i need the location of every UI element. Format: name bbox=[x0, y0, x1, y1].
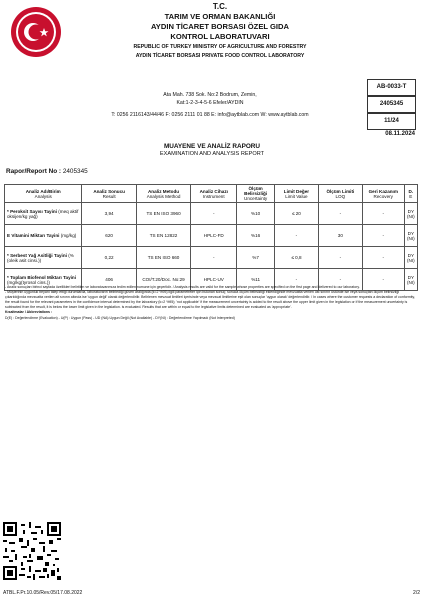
doc-code-box bbox=[367, 79, 416, 96]
col-header-limit: Limit Değer Limit Value bbox=[274, 185, 318, 203]
col-header-analysis: Analiz Adı/Birim Analysis bbox=[5, 185, 82, 203]
limit-value: - bbox=[274, 225, 318, 247]
address-block bbox=[60, 91, 360, 119]
header-lab-name-1: AYDIN TİCARET BORSASI ÖZEL GIDA bbox=[151, 22, 289, 31]
doc-date: 08.11.2024 bbox=[385, 131, 415, 137]
instrument-value: HPLC-FD bbox=[191, 225, 237, 247]
evaluation-value: DY (NI) bbox=[404, 225, 417, 247]
address-line-2: Kat:1-2-3-4-5-6 Efeler/AYDIN bbox=[176, 100, 244, 106]
analysis-name: * Toplam Biofenol Miktarı Tayini (mg/kg(tyrosol cins.)) bbox=[5, 269, 82, 291]
instrument-value: - bbox=[191, 203, 237, 225]
col-header-method: Analiz Metodu Analysis Method bbox=[136, 185, 190, 203]
report-title-en: EXAMINATION AND ANALYSIS REPORT bbox=[159, 151, 265, 157]
header-lab-name-en: AYDIN TİCARET BORSASI PRIVATE FOOD CONTROL LABORATORY bbox=[135, 53, 305, 59]
uncertainty-value: %16 bbox=[237, 225, 275, 247]
limit-value: ≤ 20 bbox=[274, 203, 318, 225]
instrument-value: - bbox=[191, 247, 237, 269]
evaluation-value: DY (NI) bbox=[404, 269, 417, 291]
evaluation-value: DY (NI) bbox=[404, 247, 417, 269]
report-number bbox=[6, 168, 88, 175]
col-header-loq: Ölçüm Limiti LOQ bbox=[318, 185, 362, 203]
analysis-name: * Serbest Yağ Asitliği Tayini (% (oleik asit cinsi.)) bbox=[5, 247, 82, 269]
loq-value: - bbox=[318, 247, 362, 269]
recovery-value: - bbox=[362, 269, 404, 291]
analysis-name: E Vitamini Miktarı Tayini (mg/kg) bbox=[5, 225, 82, 247]
result-value: 406 bbox=[82, 269, 136, 291]
limit-value: ≤ 0,8 bbox=[274, 247, 318, 269]
doc-rev: 11/24 bbox=[384, 118, 399, 124]
method-value: TS EN ISO 3960 bbox=[136, 203, 190, 225]
result-value: 0,22 bbox=[82, 247, 136, 269]
form-code: ATBL.F.Pr.10.05/Rev.05/17.08.2022 bbox=[3, 590, 83, 596]
header-ministry: TARIM VE ORMAN BAKANLIĞI bbox=[164, 12, 276, 21]
ministry-logo bbox=[10, 6, 62, 58]
page-number: 2/2 bbox=[413, 590, 420, 596]
recovery-value: - bbox=[362, 203, 404, 225]
instrument-value: HPLC-UV bbox=[191, 269, 237, 291]
col-header-evaluation: D. E bbox=[404, 185, 417, 203]
report-title-tr: MUAYENE VE ANALİZ RAPORU bbox=[163, 143, 261, 150]
abbreviations-title: Kısaltmalar / Abbreviations : bbox=[5, 310, 53, 315]
address-line-1: Ata Mah. 738 Sok. No:2 Bodrum, Zemin, bbox=[163, 92, 257, 98]
loq-value: 30 bbox=[318, 225, 362, 247]
table-row bbox=[5, 225, 418, 247]
notes-section bbox=[5, 285, 415, 321]
doc-code: AB-0033-T bbox=[376, 84, 407, 90]
limit-value: - bbox=[274, 269, 318, 291]
table-row bbox=[5, 247, 418, 269]
loq-value: - bbox=[318, 203, 362, 225]
note-1: - Analiz sonuçları birinci sayfada özellikleri belirtilen ve laboratuvarımıza tedim edilen numune için geçerlidir. / Analysis results are valid for the sample whose properties are specified on the first page and delivered to our laboratory. bbox=[5, 285, 360, 289]
method-value: TS EN 12822 bbox=[136, 225, 190, 247]
result-value: 3,94 bbox=[82, 203, 136, 225]
analysis-name: * Peroksit Sayısı Tayini (meq aktif oksijen/kg yağ) bbox=[5, 203, 82, 225]
method-value: TS EN ISO 660 bbox=[136, 247, 190, 269]
recovery-value: - bbox=[362, 225, 404, 247]
report-number-label: Rapor/Report No : bbox=[6, 168, 62, 175]
contact-info: T: 0256 2116143/44/46 F: 0256 2111 01 88 E: info@aytblab.com W: www.aytblab.com bbox=[111, 112, 309, 118]
report-number-value: 2405345 bbox=[62, 168, 88, 175]
note-2: - Müşterinin uygunluk beyanı talep ettiği durumlarda, laboratuvarın belirlediği güven aralığında (k=2 %95) ilgili parametreler için bulunan sonuç; sonuca ölçüm belirsizliği eklendiğinde mevzuatta verilen üst sınırın üstünde ise veya sonuçtan ölçüm belirsizliği çıkarıldığında mevzuatta verilen alt sınırın altında ise 'uygun değil' olarak değerlendirilir. Belirlenen mevzuat limitleri içerisinde veya mevzuat limitlerine eşit olan sonuçlar 'uygun olarak' değerlendirilir. / In cases where the customer requests a declaration of conformity, the result found for the relevant parameters in the confidence interval determined by the laboratory (k=2 %95); 'not applicable' if the measurement uncertainty is added to the result above the upper limit given in the legislation or if the measurement uncertainty is subtracted from the result, it is below the lower limit given in the legislation. is evaluated. Results that are within or equal to the legislative limits determined are evaluated as 'appropriate'. bbox=[5, 290, 415, 310]
evaluation-value: DY (NI) bbox=[404, 203, 417, 225]
header-ministry-en: REPUBLIC OF TURKEY MINISTRY OF AGRICULTURE AND FORESTRY bbox=[133, 44, 307, 50]
qr-code bbox=[3, 522, 61, 580]
col-header-recovery: Geri Kazanım Recovery bbox=[362, 185, 404, 203]
doc-number: 2405345 bbox=[379, 101, 404, 107]
method-value: COI/T.20/Doc. No:29 bbox=[136, 269, 190, 291]
loq-value: - bbox=[318, 269, 362, 291]
table-header-row bbox=[5, 185, 418, 203]
uncertainty-value: %7 bbox=[237, 247, 275, 269]
uncertainty-value: %11 bbox=[237, 269, 275, 291]
col-header-uncertainty: Ölçüm Belirsizliği Uncertainty bbox=[237, 185, 275, 203]
abbreviations-text: D(E) : Değerlendirme (Evaluation) - U(P) : Uygun (Pass) - UD (NA):Uygun Değil (Not Available) - DY(NI) : Değerlendirme Yapılmadı (Not Interpreted) bbox=[5, 315, 235, 320]
uncertainty-value: %10 bbox=[237, 203, 275, 225]
header-lab-name-2: KONTROL LABORATUVARI bbox=[170, 32, 270, 41]
col-header-instrument: Analiz Cihazı Instrument bbox=[191, 185, 237, 203]
result-value: 620 bbox=[82, 225, 136, 247]
col-header-result: Analiz Sonucu Result bbox=[82, 185, 136, 203]
header-country: T.C. bbox=[212, 2, 228, 11]
results-table bbox=[4, 184, 418, 291]
recovery-value: - bbox=[362, 247, 404, 269]
doc-number-box bbox=[367, 96, 416, 113]
doc-rev-box bbox=[367, 113, 416, 130]
table-row bbox=[5, 203, 418, 225]
